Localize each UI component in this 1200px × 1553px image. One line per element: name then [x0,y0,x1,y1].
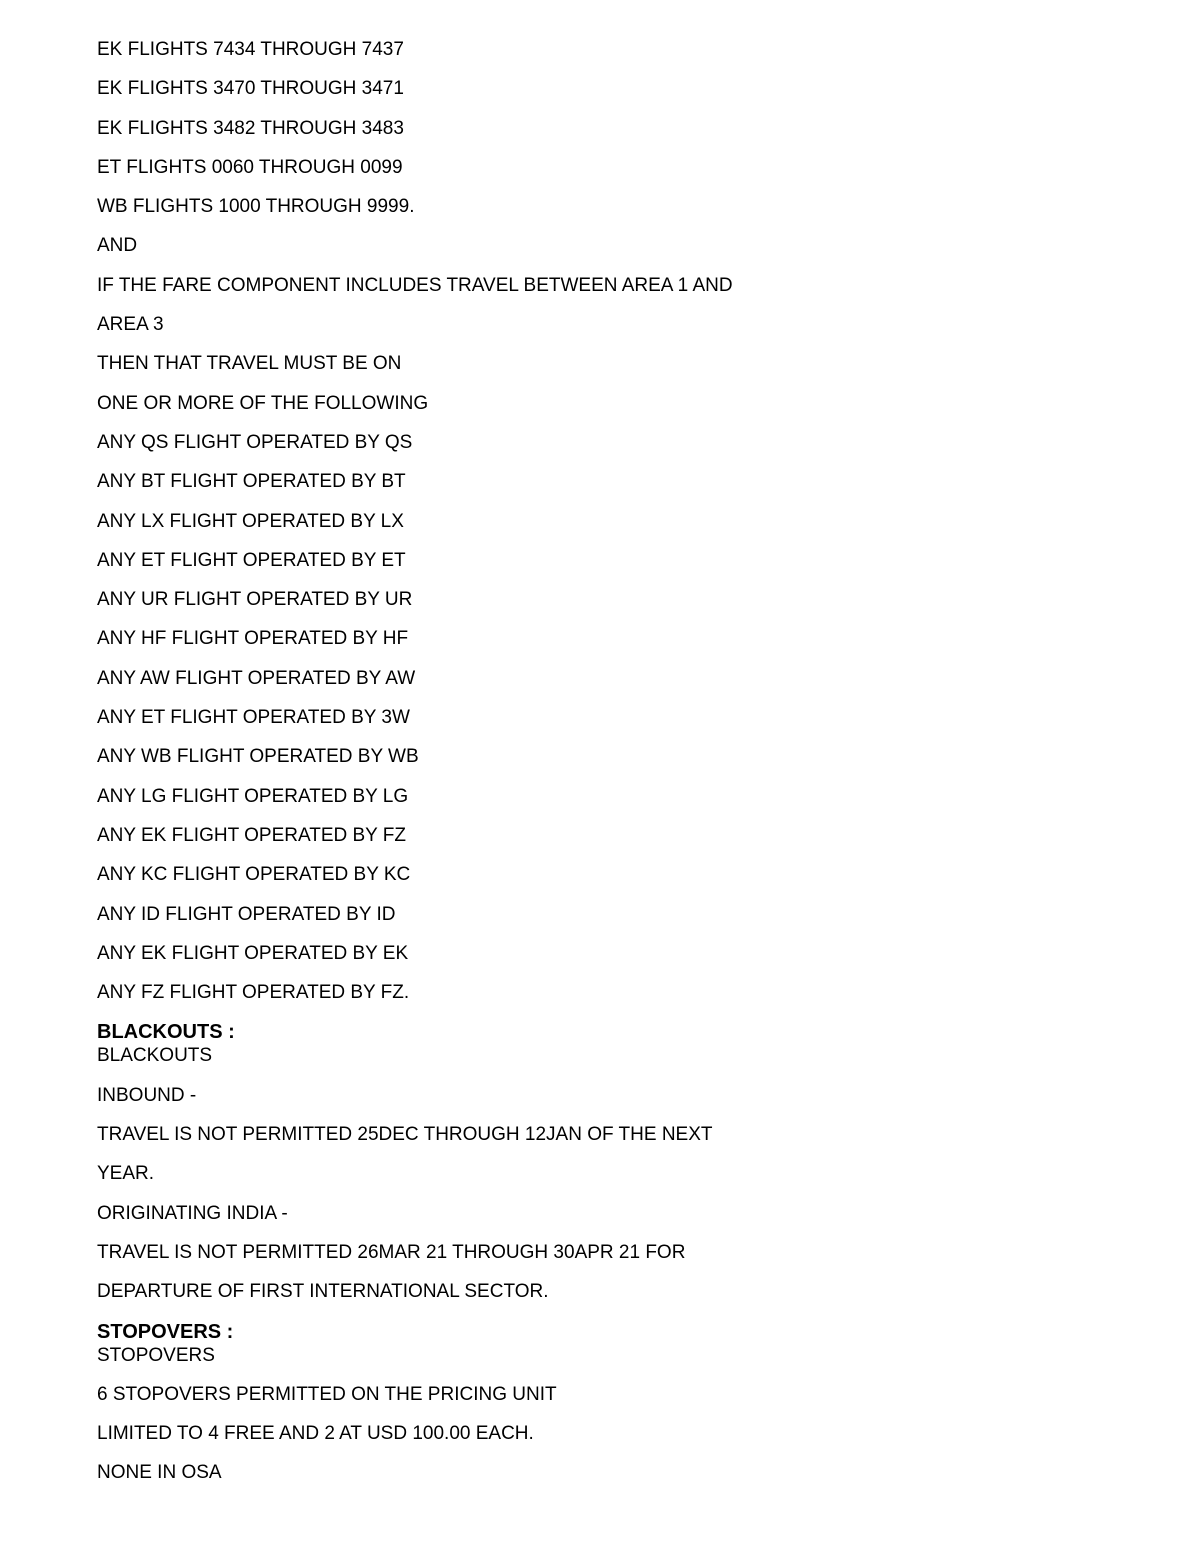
routing-line: ONE OR MORE OF THE FOLLOWING [97,392,429,414]
routing-line: ANY QS FLIGHT OPERATED BY QS [97,431,413,453]
routing-line: WB FLIGHTS 1000 THROUGH 9999. [97,196,415,218]
routing-line: ANY EK FLIGHT OPERATED BY EK [97,942,409,964]
routing-line: EK FLIGHTS 3482 THROUGH 3483 [97,117,404,139]
routing-line: ANY FZ FLIGHT OPERATED BY FZ. [97,982,410,1004]
document-page [97,38,1097,1501]
routing-line: AND [97,235,138,257]
routing-line: ANY ID FLIGHT OPERATED BY ID [97,903,396,925]
blackouts-line: ORIGINATING INDIA - [97,1202,288,1224]
blackouts-heading: BLACKOUTS : [97,1021,235,1044]
routing-line: ANY KC FLIGHT OPERATED BY KC [97,864,411,886]
routing-line: AREA 3 [97,314,164,336]
routing-line: ANY HF FLIGHT OPERATED BY HF [97,628,409,650]
routing-line: ANY LG FLIGHT OPERATED BY LG [97,785,409,807]
stopovers-heading: STOPOVERS : [97,1320,234,1343]
blackouts-section [97,1020,1097,1319]
blackouts-line: YEAR. [97,1163,155,1185]
blackouts-title: BLACKOUTS [97,1045,213,1067]
routing-line: ANY AW FLIGHT OPERATED BY AW [97,667,416,689]
routing-section [97,38,1097,1020]
routing-line: EK FLIGHTS 7434 THROUGH 7437 [97,39,404,60]
routing-line: ANY UR FLIGHT OPERATED BY UR [97,589,413,611]
stopovers-line: LIMITED TO 4 FREE AND 2 AT USD 100.00 EACH. [97,1423,534,1445]
blackouts-line: INBOUND - [97,1084,197,1106]
blackouts-line: DEPARTURE OF FIRST INTERNATIONAL SECTOR. [97,1281,549,1303]
stopovers-line: NONE IN OSA [97,1462,222,1484]
stopovers-section [97,1320,1097,1501]
routing-line: ANY ET FLIGHT OPERATED BY 3W [97,707,410,729]
routing-line: ANY EK FLIGHT OPERATED BY FZ [97,824,407,846]
stopovers-title: STOPOVERS [97,1344,215,1366]
routing-line: ANY BT FLIGHT OPERATED BY BT [97,471,406,493]
routing-line: ANY WB FLIGHT OPERATED BY WB [97,746,419,768]
routing-line: THEN THAT TRAVEL MUST BE ON [97,353,402,375]
routing-line: IF THE FARE COMPONENT INCLUDES TRAVEL BETWEEN AREA 1 AND [97,274,733,296]
routing-line: ET FLIGHTS 0060 THROUGH 0099 [97,156,403,178]
routing-line: ANY ET FLIGHT OPERATED BY ET [97,549,406,571]
blackouts-line: TRAVEL IS NOT PERMITTED 25DEC THROUGH 12JAN OF THE NEXT [97,1124,713,1146]
routing-line: ANY LX FLIGHT OPERATED BY LX [97,510,404,532]
blackouts-line: TRAVEL IS NOT PERMITTED 26MAR 21 THROUGH 30APR 21 FOR [97,1241,686,1263]
stopovers-line: 6 STOPOVERS PERMITTED ON THE PRICING UNIT [97,1383,557,1405]
routing-line: EK FLIGHTS 3470 THROUGH 3471 [97,78,404,100]
